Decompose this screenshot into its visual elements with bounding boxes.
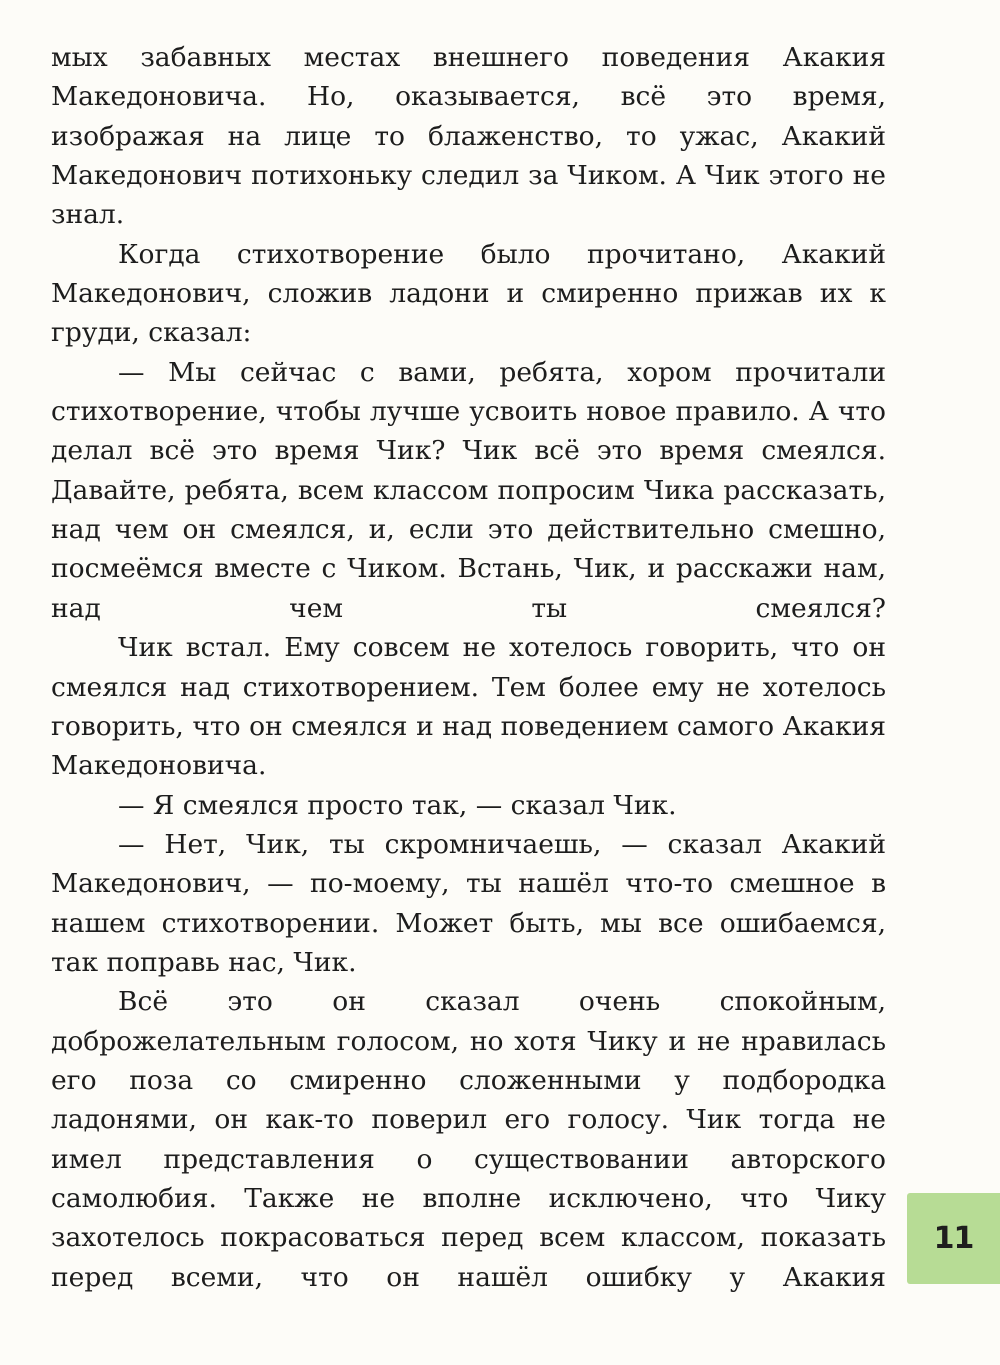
book-page-text <box>51 38 886 1297</box>
paragraph: Всё это он сказал очень спокойным, доброжелательным голосом, но хотя Чику и не нравилась его поза со смиренно сложенными у подбородка ладонями, он как-то поверил его голосу. Чик тогда не имел представления о существовании авторского самолюбия. Также не вполне исключено, что Чику захотелось покрасоваться перед всем классом, показать перед всеми, что он нашёл ошибку у Акакия <box>51 986 886 1293</box>
page-number: 11 <box>933 1221 974 1256</box>
paragraph-dialogue: — Нет, Чик, ты скромничаешь, — сказал Акакий Македонович, — по-моему, ты нашёл что-то смешное в нашем стихотворении. Может быть, мы все ошибаемся, так поправь нас, Чик. <box>51 828 886 978</box>
paragraph-dialogue: — Мы сейчас с вами, ребята, хором прочитали стихотворение, чтобы лучше усвоить новое правило. А что делал всё это время Чик? Чик всё это время смеялся. Давайте, ребята, всем классом попросим Чика рассказать, над чем он смеялся, и, если это действительно смешно, посмеёмся вместе с Чиком. Встань, Чик, и расскажи нам, над чем ты смеялся? <box>51 356 886 624</box>
paragraph: Когда стихотворение было прочитано, Акакий Македонович, сложив ладони и смиренно прижав их к груди, сказал: <box>51 238 886 349</box>
page-number-tab <box>907 1193 1000 1284</box>
paragraph-dialogue: — Я смеялся просто так, — сказал Чик. <box>118 789 677 821</box>
paragraph-continuation: мых забавных местах внешнего поведения Акакия Македоновича. Но, оказывается, всё это время, изображая на лице то блаженство, то ужас, Акакий Македонович потихоньку следил за Чиком. А Чик этого не знал. <box>51 42 886 231</box>
paragraph: Чик встал. Ему совсем не хотелось говорить, что он смеялся над стихотворением. Тем более ему не хотелось говорить, что он смеялся и над поведением самого Акакия Македоновича. <box>51 632 886 782</box>
